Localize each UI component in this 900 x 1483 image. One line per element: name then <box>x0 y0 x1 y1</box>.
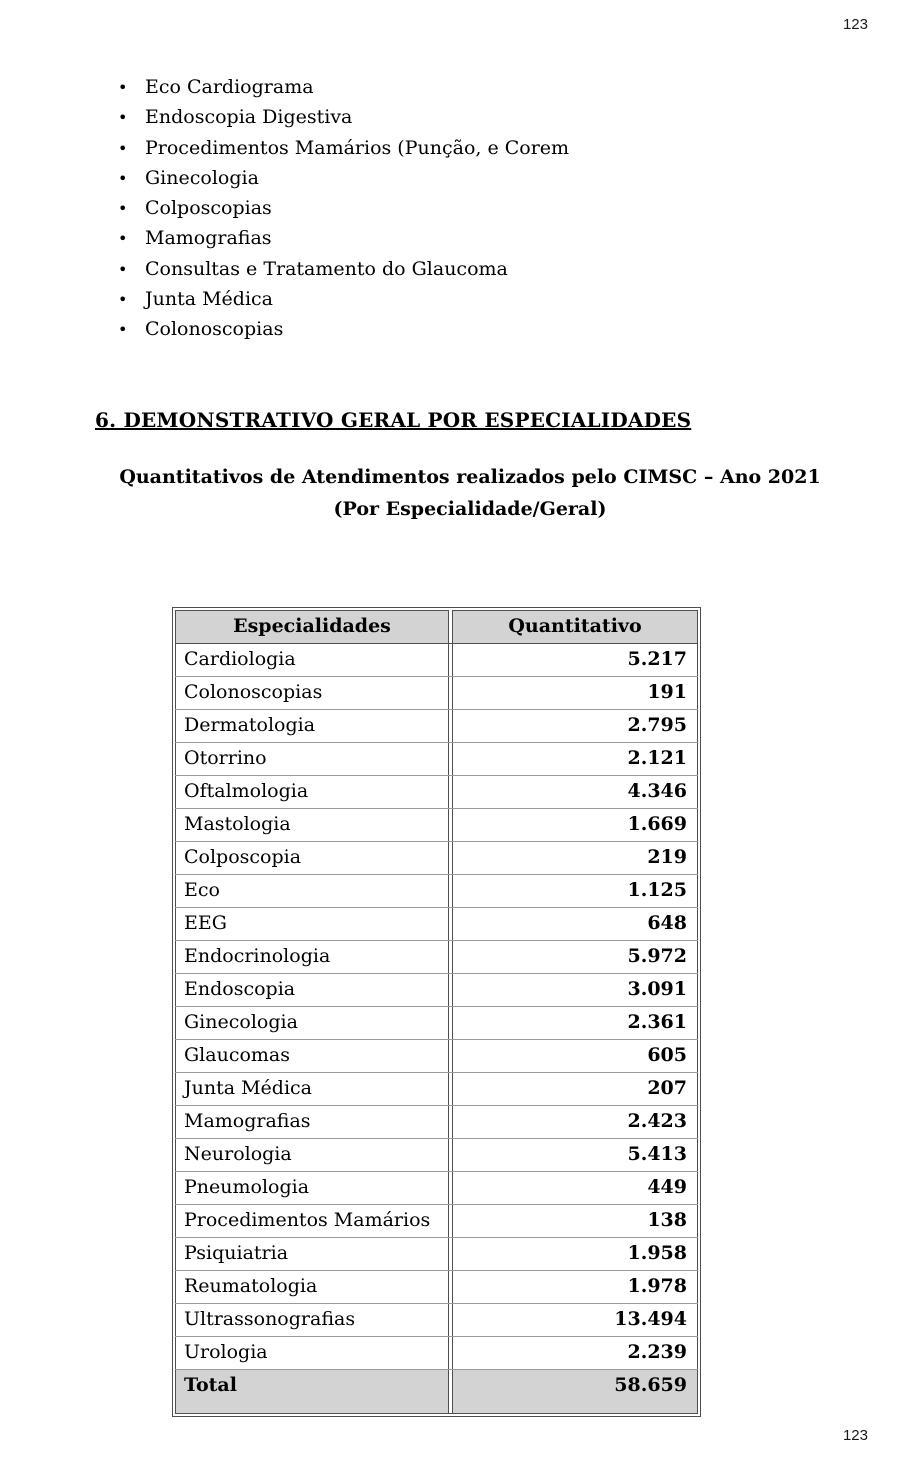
list-item-text: Colposcopias <box>145 197 272 220</box>
list-item-text: Eco Cardiograma <box>145 76 314 98</box>
quantitativo-cell: 4.346 <box>452 776 698 808</box>
bullet-icon: • <box>118 78 128 97</box>
table-row <box>175 1337 698 1370</box>
quantitativo-cell: 605 <box>452 1040 698 1072</box>
bullet-icon: • <box>118 229 128 249</box>
especialidade-cell: Mamografias <box>175 1106 449 1138</box>
quantitativo-cell: 5.413 <box>452 1139 698 1171</box>
especialidade-cell: Endocrinologia <box>175 941 449 973</box>
especialidade-cell: Eco <box>175 875 449 907</box>
quantitativo-cell: 1.958 <box>452 1238 698 1270</box>
quantitativo-cell: 2.361 <box>452 1007 698 1039</box>
quantitativo-cell: 13.494 <box>452 1304 698 1336</box>
table-row <box>175 875 698 908</box>
table-title-line1: Quantitativos de Atendimentos realizados pelo CIMSC – Ano 2021 <box>119 466 821 488</box>
bullet-icon: • <box>118 199 128 219</box>
especialidade-cell: Oftalmologia <box>175 776 449 808</box>
especialidade-cell: Cardiologia <box>175 644 449 676</box>
bullet-icon: • <box>118 320 128 340</box>
especialidade-cell: Urologia <box>175 1337 449 1369</box>
especialidade-cell: Colposcopia <box>175 842 449 874</box>
especialidade-cell: Dermatologia <box>175 710 449 742</box>
list-item <box>118 167 569 197</box>
list-item <box>118 197 569 227</box>
quantitativo-cell: 5.217 <box>452 644 698 676</box>
especialidade-cell: Reumatologia <box>175 1271 449 1303</box>
especialidade-cell: Otorrino <box>175 743 449 775</box>
table-row <box>175 1073 698 1106</box>
list-item <box>118 318 569 348</box>
table-row <box>175 941 698 974</box>
quantitativo-cell: 2.121 <box>452 743 698 775</box>
table-row <box>175 743 698 776</box>
table-row <box>175 710 698 743</box>
table-row <box>175 677 698 710</box>
table-row <box>175 776 698 809</box>
especialidade-cell: Colonoscopias <box>175 677 449 709</box>
table-header-row <box>175 610 698 644</box>
quantitativo-cell: 207 <box>452 1073 698 1105</box>
quantitativo-cell: 219 <box>452 842 698 874</box>
table-row <box>175 974 698 1007</box>
bullet-icon: • <box>118 168 128 188</box>
table-row <box>175 1040 698 1073</box>
quantitativo-cell: 2.423 <box>452 1106 698 1138</box>
table-row <box>175 842 698 875</box>
bullet-list <box>118 76 569 349</box>
table-row <box>175 1205 698 1238</box>
quantitativo-cell: 5.972 <box>452 941 698 973</box>
table-row <box>175 1106 698 1139</box>
quantitativo-cell: 3.091 <box>452 974 698 1006</box>
table-row <box>175 1139 698 1172</box>
list-item-text: Ginecologia <box>145 166 259 189</box>
list-item <box>118 258 569 288</box>
table-title-line2: (Por Especialidade/Geral) <box>333 498 607 520</box>
list-item <box>118 137 569 167</box>
page-number-bottom: 123 <box>842 1427 868 1444</box>
list-item-text: Endoscopia Digestiva <box>145 106 353 129</box>
quantitativo-cell: 138 <box>452 1205 698 1237</box>
especialidade-cell: Mastologia <box>175 809 449 841</box>
quantitativo-cell: 191 <box>452 677 698 709</box>
bullet-icon: • <box>118 290 128 310</box>
table-row <box>175 1304 698 1337</box>
table-row <box>175 908 698 941</box>
especialidade-cell: EEG <box>175 908 449 940</box>
especialidade-cell: Junta Médica <box>175 1073 449 1105</box>
quantitativo-cell: 2.795 <box>452 710 698 742</box>
especialidade-cell: Neurologia <box>175 1139 449 1171</box>
list-item <box>118 288 569 318</box>
list-item <box>118 227 569 257</box>
table-row <box>175 1007 698 1040</box>
especialidade-cell: Glaucomas <box>175 1040 449 1072</box>
especialidade-cell: Psiquiatria <box>175 1238 449 1270</box>
section-heading: 6. DEMONSTRATIVO GERAL POR ESPECIALIDADES <box>95 408 692 432</box>
bullet-icon: • <box>118 108 128 128</box>
quantitativo-cell: 1.125 <box>452 875 698 907</box>
quantitativo-cell: 1.978 <box>452 1271 698 1303</box>
table-row <box>175 1271 698 1304</box>
quantitativo-cell: 1.669 <box>452 809 698 841</box>
table-header-especialidades: Especialidades <box>175 610 449 643</box>
specialties-table <box>172 607 701 1417</box>
table-body <box>175 644 698 1370</box>
page-number-top: 123 <box>842 16 868 33</box>
especialidade-cell: Procedimentos Mamários <box>175 1205 449 1237</box>
especialidade-cell: Pneumologia <box>175 1172 449 1204</box>
list-item-text: Colonoscopias <box>145 318 284 341</box>
list-item-text: Junta Médica <box>145 288 273 311</box>
especialidade-cell: Ginecologia <box>175 1007 449 1039</box>
table-row <box>175 644 698 677</box>
quantitativo-cell: 449 <box>452 1172 698 1204</box>
list-item <box>118 106 569 136</box>
total-label-cell: Total <box>175 1370 449 1413</box>
table-row <box>175 1238 698 1271</box>
table-row <box>175 1172 698 1205</box>
especialidade-cell: Ultrassonografias <box>175 1304 449 1336</box>
table-row <box>175 809 698 842</box>
list-item <box>118 76 569 106</box>
quantitativo-cell: 2.239 <box>452 1337 698 1369</box>
list-item-text: Mamografias <box>145 227 272 250</box>
especialidade-cell: Endoscopia <box>175 974 449 1006</box>
table-total-row <box>175 1370 698 1414</box>
total-value-cell: 58.659 <box>452 1370 698 1413</box>
table-header-quantitativo: Quantitativo <box>452 610 698 643</box>
table-title <box>40 461 900 525</box>
list-item-text: Consultas e Tratamento do Glaucoma <box>145 257 508 280</box>
list-item-text: Procedimentos Mamários (Punção, e Corem <box>145 136 570 159</box>
bullet-icon: • <box>118 259 128 279</box>
quantitativo-cell: 648 <box>452 908 698 940</box>
bullet-icon: • <box>118 138 128 158</box>
